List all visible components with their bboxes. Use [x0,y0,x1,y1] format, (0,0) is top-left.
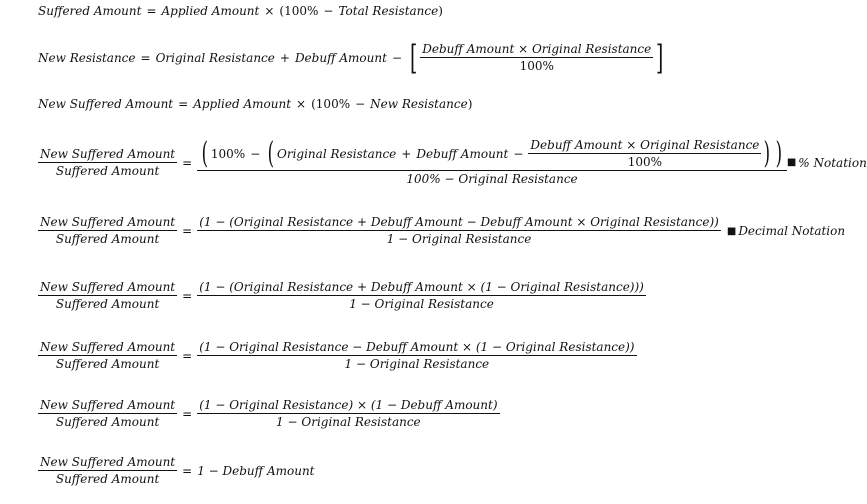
eq1-paren-open: ( [279,4,285,18]
equation-ratio-result [38,455,315,487]
eq4-debuff-amount: Debuff Amount [416,146,509,161]
eq4-paren-inner-open: ( [267,136,275,171]
eq3-lhs: New Suffered Amount [38,97,174,111]
eq8-denominator: 1 − Original Resistance [276,415,421,429]
eq9-ratio-denominator: Suffered Amount [55,472,160,486]
eq5-numerator: (1 − (Original Resistance + Debuff Amount − Debuff Amount × Original Resistance)) [199,215,719,229]
eq1-applied-amount: Applied Amount [161,4,260,18]
eq6-ratio-denominator: Suffered Amount [55,297,160,311]
eq2-bracket-close: ] [656,38,664,78]
eq8-numerator: (1 − Original Resistance) × (1 − Debuff Amount) [199,398,498,412]
eq6-denominator: 1 − Original Resistance [349,297,494,311]
eq8-fraction [197,398,499,430]
eq4-main-fraction [197,138,787,187]
eq4-paren-outer-close: ) [775,136,783,171]
eq4-minus-2: − [513,146,524,161]
eq4-main-denominator: 100% − Original Resistance [406,172,578,186]
eq4-paren-inner-close: ) [764,136,771,171]
eq3-equals: = [178,97,189,111]
eq6-equals: = [182,289,193,303]
eq2-plus: + [279,51,290,65]
eq7-fraction [197,340,636,372]
eq1-paren-close: ) [438,4,443,18]
eq6-fraction [197,280,646,312]
eq4-inner-fraction [528,138,761,170]
eq4-tag-percent-notation: % Notation [798,155,867,170]
eq5-ratio-denominator: Suffered Amount [55,232,160,246]
eq4-ratio-numerator: New Suffered Amount [40,146,176,161]
equation-ratio-step-3 [38,340,637,372]
eq8-equals: = [182,407,193,421]
eq1-equals: = [146,4,157,18]
eq6-numerator: (1 − (Original Resistance + Debuff Amount × (1 − Original Resistance))) [199,280,644,294]
eq2-debuff-amount: Debuff Amount [294,51,387,65]
eq4-equals: = [182,155,193,170]
eq3-minus: − [355,97,366,111]
eq4-ratio-denominator: Suffered Amount [55,163,160,178]
equation-ratio-step-2 [38,280,646,312]
equation-ratio-step-4 [38,398,500,430]
eq9-result: 1 − Debuff Amount [197,464,315,478]
eq4-percent: 100% [210,146,246,161]
eq1-times: × [264,4,275,18]
equation-new-resistance [38,38,667,78]
eq6-ratio-numerator: New Suffered Amount [40,280,176,294]
eq8-ratio-denominator: Suffered Amount [55,415,160,429]
eq5-tag-decimal-notation: Decimal Notation [738,224,846,238]
eq4-ratio [38,147,177,179]
eq3-paren-close: ) [467,97,473,111]
eq5-denominator: 1 − Original Resistance [386,232,532,246]
eq3-new-resistance: New Resistance [370,97,468,111]
eq5-equals: = [182,224,193,238]
eq3-paren-open: ( [311,97,316,111]
eq2-minus: − [391,51,402,65]
eq2-equals: = [140,51,151,65]
eq1-percent: 100% [284,4,319,18]
eq8-ratio [38,398,177,430]
eq9-ratio [38,455,177,487]
eq4-inner-denominator: 100% [627,155,663,169]
eq7-ratio-numerator: New Suffered Amount [40,340,176,354]
eq2-lhs: New Resistance [38,51,136,65]
eq7-ratio [38,340,177,372]
eq1-lhs: Suffered Amount [38,4,142,18]
eq4-main-numerator [197,138,787,171]
equation-suffered-amount [38,4,443,18]
equation-new-suffered-amount [38,97,472,111]
eq2-bracket-open: [ [409,38,418,78]
eq2-fraction-numerator: Debuff Amount × Original Resistance [422,42,652,56]
eq5-tag-mark: ■ [726,225,737,237]
eq4-plus: + [401,146,412,161]
eq5-ratio [38,215,177,247]
equation-ratio-percent [38,138,867,187]
eq3-times: × [296,97,307,111]
eq2-fraction [420,42,653,74]
eq3-percent: 100% [315,97,351,111]
eq4-inner-numerator: Debuff Amount × Original Resistance [530,138,760,152]
eq1-minus: − [323,4,334,18]
eq1-total-resistance: Total Resistance [338,4,439,18]
eq7-equals: = [182,349,193,363]
eq7-denominator: 1 − Original Resistance [344,357,490,371]
eq5-fraction [197,215,721,247]
eq4-minus-1: − [250,146,261,161]
eq8-ratio-numerator: New Suffered Amount [40,398,176,412]
eq4-tag-mark: ■ [786,157,797,168]
eq4-original-resistance: Original Resistance [277,146,397,161]
eq2-original-resistance: Original Resistance [155,51,275,65]
eq9-ratio-numerator: New Suffered Amount [40,455,176,469]
eq5-ratio-numerator: New Suffered Amount [40,215,176,229]
eq3-applied-amount: Applied Amount [193,97,292,111]
eq2-fraction-denominator: 100% [519,59,554,73]
eq6-ratio [38,280,177,312]
eq4-paren-outer-open: ( [201,136,209,171]
eq7-ratio-denominator: Suffered Amount [55,357,160,371]
eq9-equals: = [182,464,193,478]
eq7-numerator: (1 − Original Resistance − Debuff Amount × (1 − Original Resistance)) [199,340,635,354]
equation-ratio-decimal [38,215,845,247]
